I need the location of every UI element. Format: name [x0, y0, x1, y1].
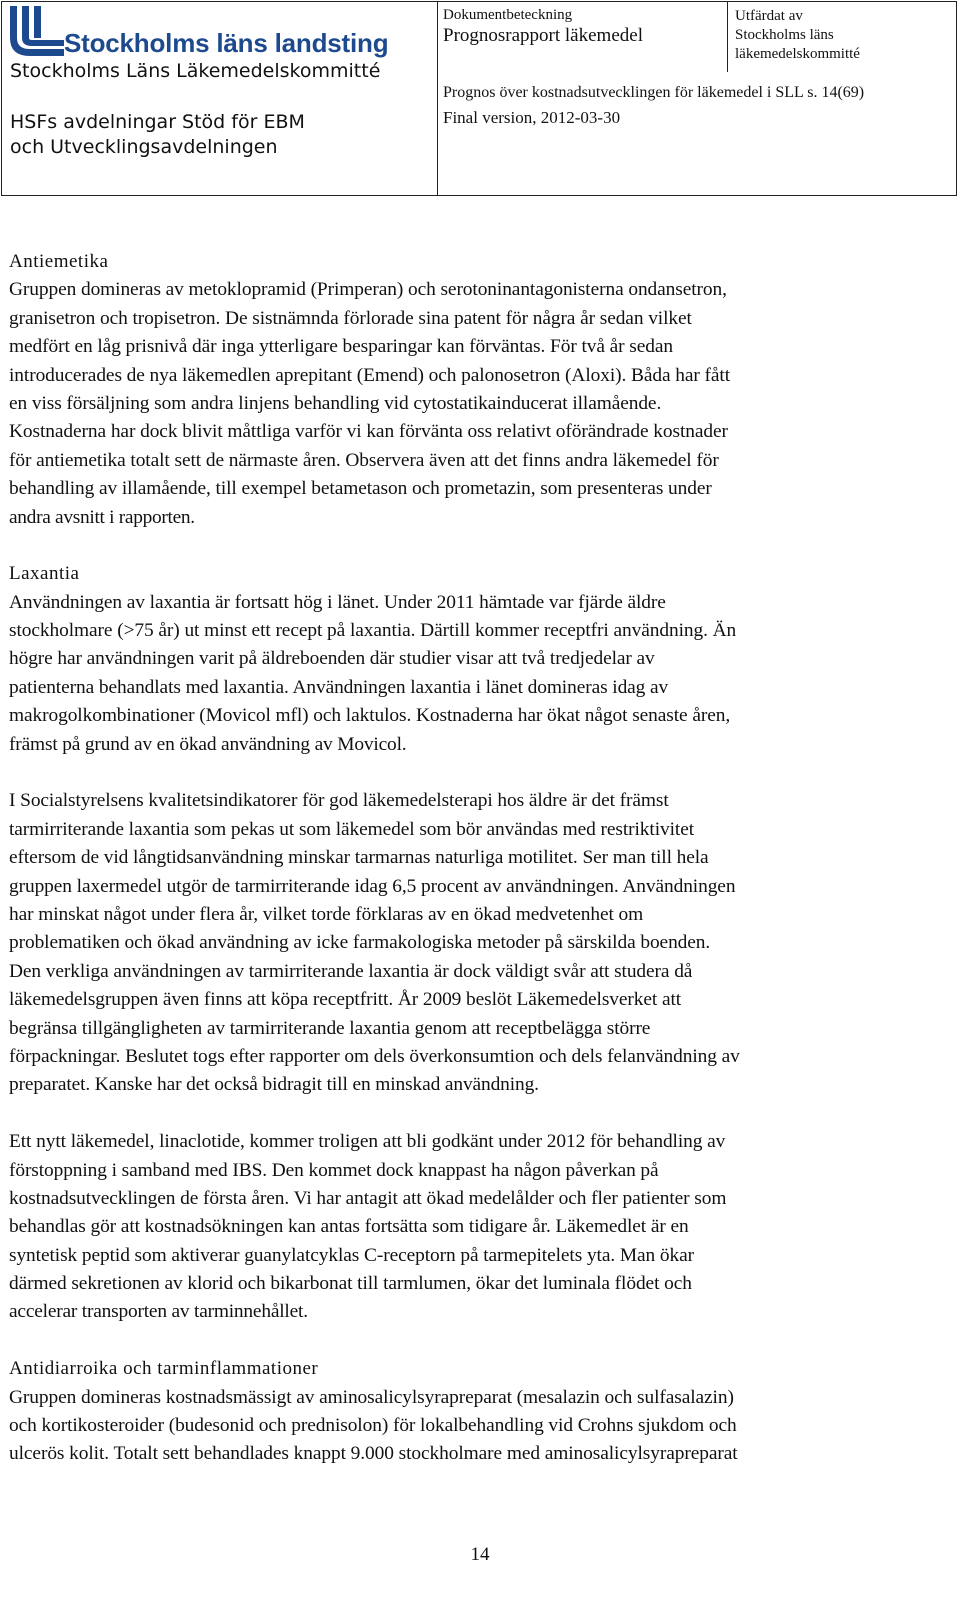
- issuer-line: Stockholms läns: [735, 27, 834, 43]
- report-version: Final version, 2012-03-30: [443, 108, 621, 127]
- paragraph: [9, 1128, 957, 1327]
- text-line: eftersom de vid långtidsanvändning minskar tarmarnas naturliga motilitet. Ser man till hela: [9, 847, 709, 869]
- sll-logo-mark-icon: [10, 6, 64, 56]
- paragraph: [9, 1384, 957, 1469]
- text-line: patienterna behandlats med laxantia. Användningen laxantia i länet domineras idag av: [9, 676, 669, 698]
- issuer-line: Utfärdat av: [735, 8, 803, 24]
- text-line: ulcerös kolit. Totalt sett behandlades knappt 9.000 stockholmare med aminosalicylsyrapreparat: [9, 1443, 738, 1465]
- text-line: har minskat något under flera år, vilket torde förklaras av en ökad medvetenhet om: [9, 903, 644, 925]
- organization-name: Stockholms Läns Läkemedelskommitté: [10, 60, 381, 82]
- section-gap: [9, 1327, 957, 1355]
- header-subtitle-cell: [437, 72, 956, 195]
- text-line: för antiemetika totalt sett de närmaste åren. Observera även att det finns andra läkemedel för: [9, 449, 719, 471]
- paragraph: [9, 276, 957, 532]
- text-line: stockholmare (>75 år) ut minst ett recept på laxantia. Därtill kommer receptfri användning. Än: [9, 620, 737, 642]
- text-line: främst på grund av en ökad användning av Movicol.: [9, 733, 407, 755]
- text-line: accelerar transporten av tarminnehållet.: [9, 1301, 308, 1323]
- section-heading: Antidiarroika och tarminflammationer: [9, 1358, 319, 1380]
- paragraph: [9, 589, 957, 759]
- text-line: och kortikosteroider (budesonid och prednisolon) för lokalbehandling vid Crohns sjukdom och: [9, 1415, 737, 1437]
- text-line: Gruppen domineras kostnadsmässigt av aminosalicylsyrapreparat (mesalazin och sulfasalazin): [9, 1386, 734, 1408]
- paragraph-gap: [9, 759, 957, 787]
- department-name: [10, 110, 430, 160]
- department-line: HSFs avdelningar Stöd för EBM: [10, 111, 305, 133]
- header-issuer-cell: [728, 2, 956, 72]
- doc-title: Prognosrapport läkemedel: [443, 25, 643, 46]
- text-line: preparatet. Kanske har det också bidragit till en minskad användning.: [9, 1074, 539, 1096]
- text-line: begränsa tillgängligheten av tarmirriterande laxantia genom att receptbelägga större: [9, 1017, 651, 1039]
- document-body: [9, 248, 957, 1469]
- issuer-text: [735, 7, 955, 64]
- text-line: förstoppning i samband med IBS. Den kommet dock knappast ha någon påverkan på: [9, 1159, 659, 1181]
- text-line: granisetron och tropisetron. De sistnämnda förlorade sina patent för några år sedan vilket: [9, 307, 692, 329]
- section-heading: Laxantia: [9, 563, 80, 585]
- text-line: behandlas gör att kostnadsökningen kan antas fortsätta som tidigare år. Läkemedlet är en: [9, 1216, 689, 1238]
- text-line: Användningen av laxantia är fortsatt hög i länet. Under 2011 hämtade var fjärde äldre: [9, 591, 666, 613]
- logo-wordmark: Stockholms läns landsting: [64, 28, 389, 58]
- text-line: högre har användningen varit på äldreboenden där studier visar att två tredjedelar av: [9, 648, 655, 670]
- header-document-cell: [437, 2, 728, 72]
- section-heading: Antiemetika: [9, 251, 109, 272]
- section-gap: [9, 532, 957, 560]
- text-line: Den verkliga användningen av tarmirriterande laxantia är dock väldigt svår att studera då: [9, 960, 693, 982]
- text-line: andra avsnitt i rapporten.: [9, 506, 195, 528]
- document-header: [1, 1, 957, 196]
- text-line: medfört en låg prisnivå där inga ytterligare besparingar kan förväntas. För två år sedan: [9, 336, 673, 358]
- text-line: Ett nytt läkemedel, linaclotide, kommer troligen att bli godkänt under 2012 för behandling av: [9, 1131, 726, 1153]
- paragraph: [9, 787, 957, 1099]
- text-line: läkemedelsgruppen även finns att köpa receptfritt. År 2009 beslöt Läkemedelsverket att: [9, 989, 682, 1011]
- doc-label: Dokumentbeteckning: [443, 7, 573, 23]
- issuer-line: läkemedelskommitté: [735, 46, 860, 62]
- department-line: och Utvecklingsavdelningen: [10, 136, 278, 158]
- paragraph-gap: [9, 1100, 957, 1128]
- text-line: Kostnaderna har dock blivit måttliga varför vi kan förvänta oss relativt oförändrade kostnader: [9, 421, 728, 443]
- text-line: I Socialstyrelsens kvalitetsindikatorer för god läkemedelsterapi hos äldre är det främst: [9, 790, 669, 812]
- text-line: behandling av illamående, till exempel betametason och prometazin, som presenteras under: [9, 478, 712, 500]
- text-line: Gruppen domineras av metoklopramid (Primperan) och serotoninantagonisterna ondansetron,: [9, 279, 727, 301]
- text-line: tarmirriterande laxantia som pekas ut som läkemedel som bör användas med restriktivitet: [9, 818, 695, 840]
- text-line: makrogolkombinationer (Movicol mfl) och laktulos. Kostnaderna har ökat något senaste åren,: [9, 705, 731, 727]
- text-line: därmed sekretionen av klorid och bikarbonat till tarmlumen, ökar det luminala flödet och: [9, 1273, 692, 1295]
- text-line: en viss försäljning som andra linjens behandling vid cytostatikainducerat illamående.: [9, 392, 662, 414]
- text-line: gruppen laxermedel utgör de tarmirriterande idag 6,5 procent av användningen. Användningen: [9, 875, 736, 897]
- text-line: förpackningar. Beslutet togs efter rapporter om dels överkonsumtion och dels felanvändning av: [9, 1045, 740, 1067]
- text-line: problematiken och ökad användning av icke farmakologiska metoder på särskilda boenden.: [9, 932, 711, 954]
- text-line: syntetisk peptid som aktiverar guanylatcyklas C-receptorn på tarmepitelets yta. Man ökar: [9, 1244, 694, 1266]
- text-line: introducerades de nya läkemedlen aprepitant (Emend) och palonosetron (Aloxi). Båda har fått: [9, 364, 731, 386]
- page-number: 14: [470, 1544, 490, 1565]
- text-line: kostnadsutvecklingen de första åren. Vi har antagit att ökad medelålder och fler patienter som: [9, 1187, 727, 1209]
- header-left-cell: [2, 2, 438, 195]
- report-subtitle: Prognos över kostnadsutvecklingen för läkemedel i SLL s. 14(69): [443, 84, 865, 101]
